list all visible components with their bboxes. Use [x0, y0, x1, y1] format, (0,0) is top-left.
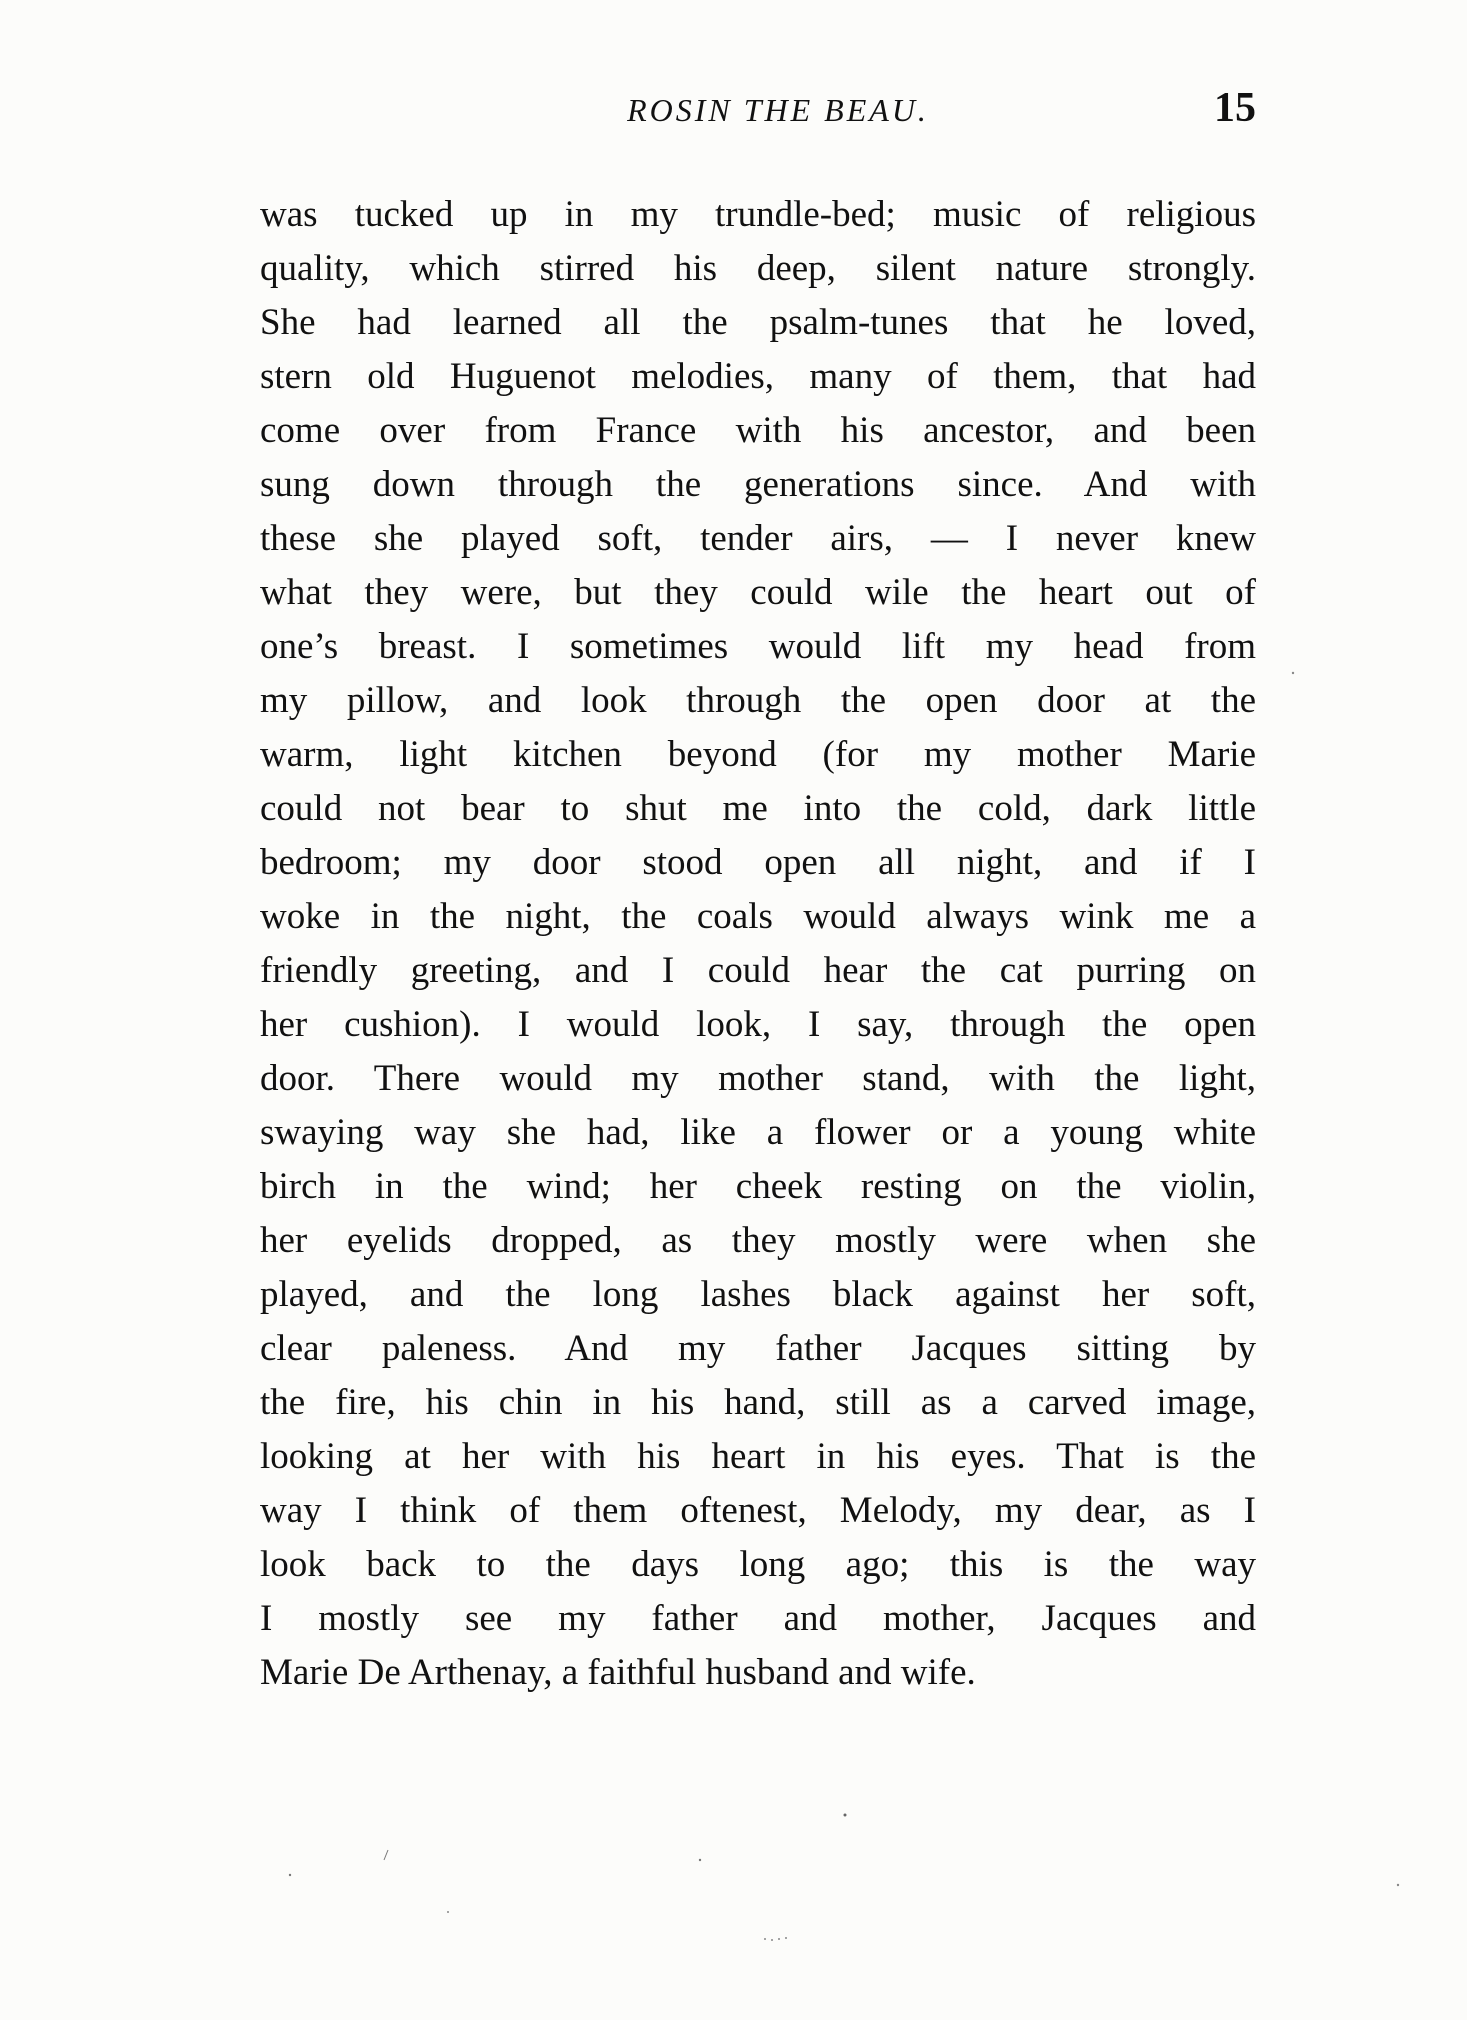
text-line: I mostly see my father and mother, Jacques and — [260, 1598, 1256, 1639]
page-number: 15 — [1214, 85, 1256, 131]
text-line: She had learned all the psalm-tunes that he loved, — [260, 302, 1256, 343]
text-line: clear paleness. And my father Jacques sitting by — [260, 1328, 1256, 1369]
text-line: way I think of them oftenest, Melody, my dear, as I — [260, 1490, 1256, 1531]
text-line: woke in the night, the coals would always wink me a — [260, 896, 1256, 937]
text-line: Marie De Arthenay, a faithful husband and wife. — [260, 1652, 976, 1693]
text-line: the fire, his chin in his hand, still as a carved image, — [260, 1382, 1256, 1423]
text-line: sung down through the generations since. And with — [260, 464, 1256, 505]
text-line: what they were, but they could wile the heart out of — [260, 572, 1256, 613]
text-line: was tucked up in my trundle-bed; music of religious — [260, 194, 1256, 235]
text-line: swaying way she had, like a flower or a young white — [260, 1112, 1256, 1153]
text-line: bedroom; my door stood open all night, and if I — [260, 842, 1256, 883]
text-line: could not bear to shut me into the cold, dark little — [260, 788, 1256, 829]
text-line: stern old Huguenot melodies, many of them, that had — [260, 356, 1256, 397]
text-line: birch in the wind; her cheek resting on the violin, — [260, 1166, 1256, 1207]
text-line: one’s breast. I sometimes would lift my head from — [260, 626, 1256, 667]
text-line: look back to the days long ago; this is the way — [260, 1544, 1256, 1585]
text-line: played, and the long lashes black against her soft, — [260, 1274, 1256, 1315]
text-line: my pillow, and look through the open door at the — [260, 680, 1256, 721]
page-header — [260, 85, 1256, 140]
text-line: these she played soft, tender airs, — I never knew — [260, 518, 1256, 559]
text-line: her cushion). I would look, I say, through the open — [260, 1004, 1256, 1045]
text-line: door. There would my mother stand, with the light, — [260, 1058, 1256, 1099]
text-line: come over from France with his ancestor, and been — [260, 410, 1256, 451]
text-line: friendly greeting, and I could hear the cat purring on — [260, 950, 1256, 991]
text-line: warm, light kitchen beyond (for my mother Marie — [260, 734, 1256, 775]
text-line: quality, which stirred his deep, silent nature strongly. — [260, 248, 1256, 289]
text-line: her eyelids dropped, as they mostly were when she — [260, 1220, 1256, 1261]
running-title: ROSIN THE BEAU. — [627, 92, 929, 128]
text-line: looking at her with his heart in his eyes. That is the — [260, 1436, 1256, 1477]
body-text — [260, 188, 1256, 1700]
